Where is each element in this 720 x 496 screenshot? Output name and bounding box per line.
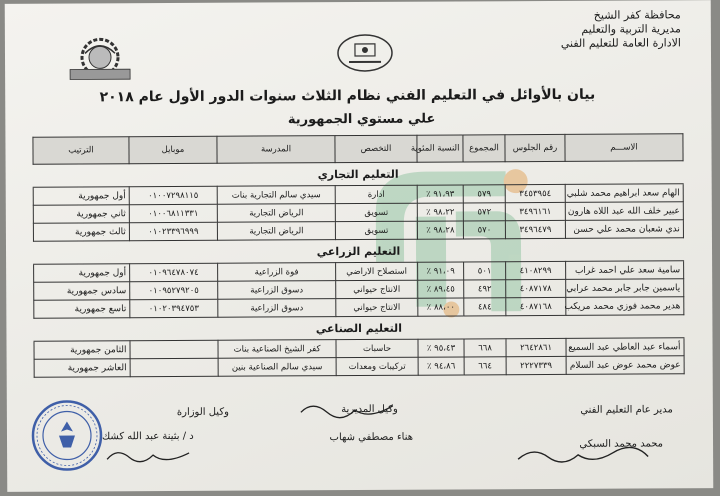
cell-school: كفر الشيخ الصناعية بنات xyxy=(218,340,336,359)
cell-name: أسماء عبد العاطي عبد السميع xyxy=(566,338,684,357)
cell-name: ندي شعبان محمد علي حسن xyxy=(565,220,683,239)
header-seat-number: رقم الجلوس xyxy=(505,134,565,161)
cell-rank: العاشر جمهورية xyxy=(34,359,130,378)
cell-name: سامية سعد علي احمد غراب xyxy=(566,261,684,280)
cell-percent: ٩٨،٢٨ ٪ xyxy=(417,221,463,239)
technical-education-logo xyxy=(335,32,395,74)
director-signature xyxy=(513,440,653,469)
table-header-row xyxy=(33,134,683,164)
cell-total: ٦٦٨ xyxy=(464,339,506,357)
deputy-ministry-name: د / بثينة عبد الله كشك xyxy=(101,430,194,443)
cell-percent: ٩٤،٨٦ ٪ xyxy=(418,357,464,375)
cell-percent: ٩١،٠٩ ٪ xyxy=(418,262,464,280)
section-row xyxy=(33,238,683,264)
section-row xyxy=(34,315,684,341)
cell-mobile: ٠١٠٠٧٢٩٨١١٥ xyxy=(129,186,217,204)
top-students-table xyxy=(32,133,684,377)
deputy-directorate-title: وكيل المديرية xyxy=(341,403,398,416)
header-rank: الترتيب xyxy=(33,137,129,165)
section-title-industrial: التعليم الصناعي xyxy=(34,315,684,341)
cell-school: سيدي سالم التجارية بنات xyxy=(217,186,335,205)
header-line-directorate: مديرية التربية والتعليم xyxy=(581,22,681,36)
cell-total: ٤٨٤ xyxy=(464,298,506,316)
cell-name: عوض محمد عوض عبد السلام xyxy=(566,356,684,375)
document-subtitle: علي مستوي الجمهورية xyxy=(287,111,436,128)
deputy-ministry-title: وكيل الوزارة xyxy=(176,406,229,418)
cell-percent: ٩١،٩٣ ٪ xyxy=(417,185,463,203)
cell-seat: ٤٠٨٧١٧٨ xyxy=(506,279,566,297)
director-title: مدير عام التعليم الفني xyxy=(580,404,673,416)
table-row xyxy=(34,356,684,377)
cell-name: الهام سعد ابراهيم محمد شلبي xyxy=(565,184,683,203)
cell-school: فوة الزراعية xyxy=(218,263,336,282)
cell-school: دسوق الزراعية xyxy=(218,299,336,318)
header-percentage: النسبة المئوية xyxy=(417,135,463,162)
section-title-commercial: التعليم التجاري xyxy=(33,161,683,187)
director-name: محمد محمد السبكي xyxy=(579,438,664,450)
cell-mobile xyxy=(130,358,218,376)
cell-mobile: ٠١٠٢٣٣٩٦٩٩٩ xyxy=(129,222,217,240)
cell-name: ياسمين جابر جابر محمد عرابي xyxy=(566,279,684,298)
cell-seat: ٢٢٢٧٣٣٩ xyxy=(506,356,566,374)
cell-rank: ثاني جمهورية xyxy=(33,205,129,224)
cell-seat: ٣٤٩٦٤٧٩ xyxy=(505,220,565,238)
cell-name: عبير خلف الله عبد اللاه هارون xyxy=(565,202,683,221)
cell-specialty: الانتاج حيواني xyxy=(336,298,418,316)
cell-total: ٥٧٠ xyxy=(463,221,505,239)
header-total: المجموع xyxy=(463,135,505,162)
header-name: الاســـم xyxy=(565,134,683,162)
cell-specialty: استصلاح الاراضي xyxy=(336,262,418,280)
cell-rank: ثالث جمهورية xyxy=(33,223,129,242)
cell-rank: الثامن جمهورية xyxy=(34,341,130,360)
document-page xyxy=(5,0,714,492)
cell-rank: سادس جمهورية xyxy=(34,282,130,301)
institution-header xyxy=(451,8,681,51)
cell-percent: ٩٥،٤٣ ٪ xyxy=(418,339,464,357)
cell-percent: ٨٩،٤٥ ٪ xyxy=(418,280,464,298)
cell-specialty: تسويق xyxy=(335,221,417,239)
cell-rank: أول جمهورية xyxy=(34,264,130,283)
cell-specialty: الانتاج حيواني xyxy=(336,280,418,298)
cell-percent: ٩٨،٢٢ ٪ xyxy=(417,203,463,221)
cell-seat: ٣٤٥٣٩٥٤ xyxy=(505,184,565,202)
cell-mobile: ٠١٠٩٥٢٧٩٢٠٥ xyxy=(130,281,218,299)
header-specialty: التخصص xyxy=(335,135,417,162)
cell-total: ٦٦٤ xyxy=(464,357,506,375)
cell-specialty: حاسبات xyxy=(336,339,418,357)
ministry-gear-logo xyxy=(65,33,135,83)
deputy-ministry-signature xyxy=(103,443,193,469)
cell-total: ٥٠١ xyxy=(464,262,506,280)
deputy-directorate-signature xyxy=(297,398,397,425)
deputy-directorate-name: هناء مصطفي شهاب xyxy=(329,431,414,444)
cell-total: ٤٩٢ xyxy=(464,280,506,298)
cell-school: سيدي سالم الصناعية بنين xyxy=(218,358,336,377)
section-title-agricultural: التعليم الزراعي xyxy=(33,238,683,264)
cell-total: ٥٧٢ xyxy=(463,203,505,221)
cell-mobile xyxy=(130,340,218,358)
cell-rank: أول جمهورية xyxy=(33,187,129,206)
cell-mobile: ٠١٠٩٦٤٧٨٠٧٤ xyxy=(130,263,218,281)
cell-percent: ٨٨،٠٠ ٪ xyxy=(418,298,464,316)
cell-seat: ٤١٠٨٢٩٩ xyxy=(506,261,566,279)
cell-specialty: تركيبات ومعدات xyxy=(336,357,418,375)
cell-mobile: ٠١٠٠٦٨١١٣٣١ xyxy=(129,204,217,222)
document-title: بيان بالأوائل في التعليم الفني نظام الثلاث سنوات الدور الأول عام ٢٠١٨ xyxy=(99,86,596,106)
cell-specialty: تسويق xyxy=(335,203,417,221)
header-mobile: موبايل xyxy=(129,136,217,163)
header-line-governorate: محافظة كفر الشيخ xyxy=(593,8,681,22)
header-school: المدرسة xyxy=(217,136,335,164)
official-stamp xyxy=(29,397,105,473)
cell-specialty: ادارة xyxy=(335,185,417,203)
cell-seat: ٤٠٨٧١٦٨ xyxy=(506,297,566,315)
cell-name: هدير محمد فوزي محمد مريكب xyxy=(566,297,684,316)
cell-mobile: ٠١٠٢٠٣٩٤٧٥٣ xyxy=(130,299,218,317)
cell-school: الرياض التجارية xyxy=(217,222,335,241)
cell-school: الرياض التجارية xyxy=(217,204,335,223)
section-row xyxy=(33,161,683,187)
cell-total: ٥٧٩ xyxy=(463,185,505,203)
cell-seat: ٣٤٩٦١٦١ xyxy=(505,202,565,220)
cell-seat: ٢٦٤٢٨٦١ xyxy=(506,338,566,356)
cell-school: دسوق الزراعية xyxy=(218,281,336,300)
header-line-administration: الادارة العامة للتعليم الفني xyxy=(560,36,681,50)
cell-rank: تاسع جمهورية xyxy=(34,300,130,319)
